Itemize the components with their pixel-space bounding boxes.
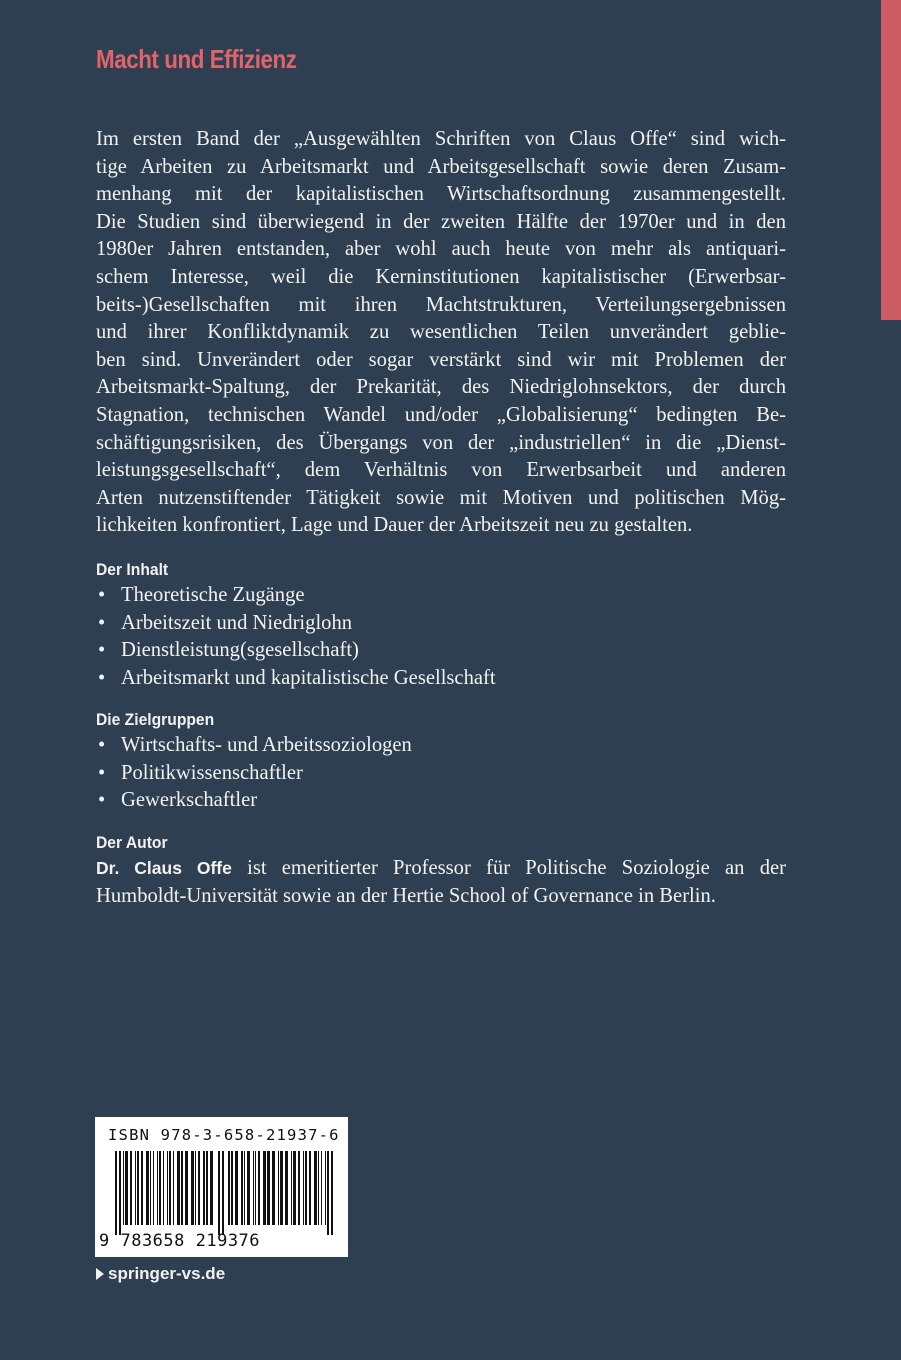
barcode-bar — [331, 1151, 333, 1235]
barcode-bar — [181, 1151, 183, 1225]
blurb-line: beits-)Gesellschaften mit ihren Machtstrukturen, Verteilungsergebnissen — [96, 293, 786, 316]
contents-list — [96, 582, 786, 692]
barcode-bar — [244, 1151, 245, 1225]
bullet-icon: • — [98, 734, 106, 757]
barcode-bar — [146, 1151, 149, 1225]
barcode-bar — [210, 1151, 213, 1225]
bullet-icon: • — [98, 611, 106, 634]
contents-section — [96, 558, 786, 692]
barcode-bar — [141, 1151, 143, 1225]
author-name: Dr. Claus Offe — [96, 858, 232, 879]
bullet-icon: • — [98, 639, 106, 662]
barcode-bar — [241, 1151, 243, 1225]
barcode-bar — [325, 1151, 326, 1225]
blurb-line: Arbeitsmarkt-Spaltung, der Prekarität, des Niedriglohnsektors, der durch — [96, 376, 786, 399]
author-bio-line: Humboldt-Universität sowie an der Hertie School of Governance in Berlin. — [96, 884, 716, 907]
bullet-icon: • — [98, 789, 106, 812]
barcode-bar — [167, 1151, 168, 1225]
barcode-bar — [191, 1151, 194, 1225]
list-item-text: Politikwissenschaftler — [121, 761, 303, 784]
barcode-bar — [305, 1151, 307, 1225]
barcode-bar — [206, 1151, 208, 1225]
blurb — [96, 126, 786, 540]
barcode-bar — [247, 1151, 250, 1225]
barcode-bar — [119, 1151, 121, 1235]
barcode-bar — [137, 1151, 139, 1225]
list-item — [96, 582, 786, 610]
barcode-bar — [280, 1151, 283, 1225]
barcode-bar — [278, 1151, 279, 1225]
barcode-bar — [267, 1151, 270, 1225]
barcode-bar — [125, 1151, 128, 1225]
barcode-bar — [115, 1151, 117, 1235]
arrow-right-icon — [96, 1268, 104, 1280]
list-item-text: Wirtschafts- und Arbeitssoziologen — [121, 734, 412, 757]
contents-heading: Der Inhalt — [96, 559, 169, 579]
barcode-bar — [222, 1151, 224, 1235]
barcode-bar — [173, 1151, 174, 1225]
author-bio-line — [96, 855, 786, 883]
target-groups-list — [96, 732, 786, 815]
barcode-bar — [253, 1151, 254, 1225]
barcode-bar — [293, 1151, 296, 1225]
list-item-text: Gewerkschaftler — [121, 789, 258, 812]
target-groups-section — [96, 708, 786, 815]
barcode-bar — [185, 1151, 188, 1225]
barcode-bar — [157, 1151, 158, 1225]
barcode-bar — [258, 1151, 260, 1225]
barcode-digits: 9 783658 219376 — [99, 1231, 261, 1251]
blurb-line: lichkeiten konfrontiert, Lage und Dauer der Arbeitszeit neu zu gestalten. — [96, 514, 693, 537]
list-item-text: Arbeitsmarkt und kapitalistische Gesellschaft — [121, 666, 496, 689]
barcode-bar — [263, 1151, 266, 1225]
barcode-bar — [177, 1151, 180, 1225]
website-text: springer-vs.de — [108, 1264, 226, 1283]
author-heading: Der Autor — [96, 833, 168, 853]
barcode-bar — [231, 1151, 233, 1225]
barcode-bar — [203, 1151, 205, 1225]
isbn-barcode — [95, 1117, 348, 1257]
barcode-bar — [218, 1151, 220, 1235]
blurb-line: und ihrer Konfliktdynamik zu wesentlichen Teilen unverändert geblie- — [96, 321, 786, 344]
barcode-bar — [327, 1151, 329, 1235]
bullet-icon: • — [98, 583, 106, 606]
accent-bar — [881, 0, 901, 320]
barcode-bar — [318, 1151, 319, 1225]
blurb-line: Arten nutzenstiftender Tätigkeit sowie mit Motiven und politischen Mög- — [96, 486, 786, 509]
list-item — [96, 732, 786, 760]
barcode-bar — [321, 1151, 322, 1225]
blurb-line: 1980er Jahren entstanden, aber wohl auch heute von mehr als antiquari- — [96, 238, 786, 261]
barcode-bar — [195, 1151, 196, 1225]
barcode-bar — [298, 1151, 300, 1225]
blurb-line: Stagnation, technischen Wandel und/oder „Globalisierung“ bedingten Be- — [96, 403, 786, 426]
blurb-line: tige Arbeiten zu Arbeitsmarkt und Arbeitsgesellschaft sowie deren Zusam- — [96, 155, 786, 178]
barcode-bar — [198, 1151, 200, 1225]
list-item — [96, 665, 786, 693]
list-item-text: Arbeitszeit und Niedriglohn — [121, 611, 353, 634]
author-bio — [96, 855, 786, 910]
list-item — [96, 610, 786, 638]
barcode-bar — [255, 1151, 256, 1225]
back-cover-content — [96, 126, 786, 910]
barcode-bar — [272, 1151, 275, 1225]
publisher-website[interactable] — [96, 1264, 225, 1284]
blurb-line: menhang mit der kapitalistischen Wirtschaftsordnung zusammengestellt. — [96, 183, 786, 206]
author-bio-text: ist emeritierter Professor für Politische Soziologie an der — [247, 857, 786, 880]
barcode-bar — [309, 1151, 311, 1225]
isbn-text: ISBN 978-3-658-21937-6 — [108, 1126, 340, 1144]
barcode-bar — [135, 1151, 136, 1225]
blurb-line: schäftigungsrisiken, des Übergangs von der „industriellen“ in die „Dienst- — [96, 431, 786, 454]
barcode-bar — [291, 1151, 292, 1225]
blurb-line: Im ersten Band der „Ausgewählten Schriften von Claus Offe“ sind wich- — [96, 128, 786, 150]
blurb-line: ben sind. Unverändert oder sogar verstärkt sind wir mit Problemen der — [96, 348, 786, 371]
bullet-icon: • — [98, 761, 106, 784]
barcode-bar — [169, 1151, 171, 1225]
barcode-bar — [150, 1151, 151, 1225]
barcode-bar — [285, 1151, 288, 1225]
barcode-bar — [163, 1151, 164, 1225]
barcode-bar — [159, 1151, 161, 1225]
book-title: Macht und Effizienz — [96, 44, 297, 74]
list-item-text: Dienstleistung(sgesellschaft) — [121, 639, 359, 662]
blurb-line: Die Studien sind überwiegend in der zweiten Hälfte der 1970er und in den — [96, 210, 786, 233]
author-section — [96, 831, 786, 910]
blurb-line: schem Interesse, weil die Kerninstitutionen kapitalistischer (Erwerbsar- — [96, 265, 786, 288]
barcode-bar — [235, 1151, 238, 1225]
barcode-bar — [130, 1151, 132, 1225]
blurb-line: leistungsgesellschaft“, dem Verhältnis von Erwerbsarbeit und anderen — [96, 459, 786, 482]
list-item — [96, 637, 786, 665]
bullet-icon: • — [98, 666, 106, 689]
list-item — [96, 760, 786, 788]
barcode-bar — [228, 1151, 230, 1225]
list-item — [96, 787, 786, 815]
barcode-bar — [303, 1151, 304, 1225]
barcode-bar — [314, 1151, 317, 1225]
barcode-bar — [123, 1151, 124, 1225]
list-item-text: Theoretische Zugänge — [121, 583, 305, 606]
barcode-bar — [153, 1151, 154, 1225]
target-groups-heading: Die Zielgruppen — [96, 710, 215, 730]
